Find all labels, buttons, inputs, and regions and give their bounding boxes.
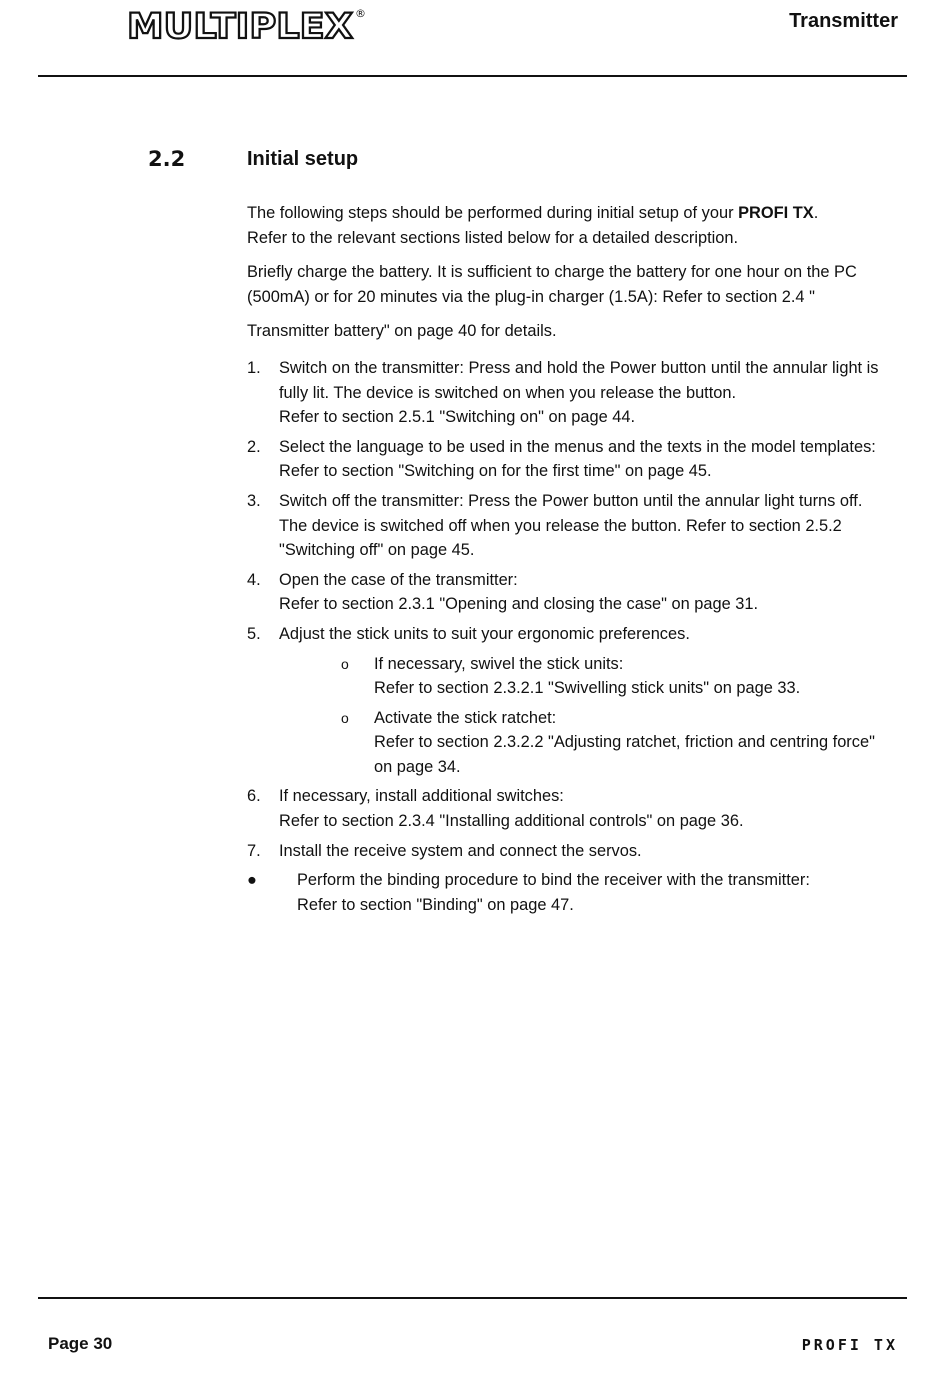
step-1: 1. Switch on the transmitter: Press and hold the Power button until the annular light is fully lit. The device is switched on when you release the button. Refer to section 2.5.1 "Switching on" on page 44. <box>247 358 879 427</box>
charge-continuation: Transmitter battery" on page 40 for details. <box>247 322 557 341</box>
step-4: 4. Open the case of the transmitter: Refer to section 2.3.1 "Opening and closing the case" on page 31. <box>247 570 759 614</box>
step-ref: Refer to section "Switching on for the first time" on page 45. <box>279 462 712 481</box>
footer-divider <box>38 1297 907 1299</box>
substep-ratchet: o Activate the stick ratchet: Refer to section 2.3.2.2 "Adjusting ratchet, friction and centring force" on page 34. <box>247 706 887 780</box>
step-ref: Refer to section 2.3.1 "Opening and closing the case" on page 31. <box>279 595 759 614</box>
multiplex-logo <box>127 4 367 49</box>
substep-swivel: o If necessary, swivel the stick units: Refer to section 2.3.2.1 "Swivelling stick units" on page 33. <box>247 652 887 701</box>
product-name: PROFI TX <box>738 204 814 222</box>
step-5-substeps <box>279 652 887 780</box>
bullet-ref: Refer to section "Binding" on page 47. <box>297 895 574 914</box>
body-content <box>247 201 887 917</box>
step-ref: Refer to section 2.5.1 "Switching on" on page 44. <box>279 408 636 427</box>
footer-brand: PROFI TX <box>801 1336 898 1354</box>
section-number: 2.2 <box>148 147 186 171</box>
step-5: 5. Adjust the stick units to suit your ergonomic preferences. o If necessary, swivel the stick units: Refer to section 2.3.2.1 "Swivelling stick units" on page 33. o Activate the stick ratchet: Refer to section 2.3.2.2 "Adjusting ratchet, friction and centring force" on page 34. <box>247 622 887 780</box>
header-divider <box>38 75 907 77</box>
page-number: Page 30 <box>48 1334 113 1353</box>
binding-bullet: ● Perform the binding procedure to bind the receiver with the transmitter: Refer to section "Binding" on page 47. <box>247 868 887 917</box>
step-6: 6. If necessary, install additional switches: Refer to section 2.3.4 "Installing additional controls" on page 36. <box>247 787 744 831</box>
step-2: 2. Select the language to be used in the menus and the texts in the model templates: Refer to section "Switching on for the first time" on page 45. <box>247 437 876 481</box>
section-title: Initial setup <box>247 148 359 170</box>
logo-text: MULTIPLEX <box>127 7 354 44</box>
setup-steps-list <box>247 356 887 863</box>
charge-paragraph: Briefly charge the battery. It is sufficient to charge the battery for one hour on the PC (500mA) or for 20 minutes via the plug-in charger (1.5A): Refer to section 2.4 " <box>247 263 857 306</box>
step-3: 3. Switch off the transmitter: Press the Power button until the annular light turns off. The device is switched off when you release the button. Refer to section 2.5.2 "Switching off" on page 45. <box>247 491 863 560</box>
step-ref: Refer to section 2.3.4 "Installing additional controls" on page 36. <box>279 812 744 831</box>
substep-ref: Refer to section 2.3.2.2 "Adjusting ratchet, friction and centring force" on page 34. <box>374 733 875 776</box>
substep-ref: Refer to section 2.3.2.1 "Swivelling stick units" on page 33. <box>374 679 801 698</box>
registered-mark: ® <box>355 7 366 20</box>
intro-paragraph: The following steps should be performed during initial setup of your PROFI TX. Refer to the relevant sections listed below for a detailed description. <box>247 204 819 247</box>
circle-bullet-icon: o <box>341 709 349 726</box>
step-7: 7. Install the receive system and connect the servos. <box>247 841 642 860</box>
header-title: Transmitter <box>789 10 898 32</box>
bullet-dot-icon: ● <box>247 871 257 890</box>
circle-bullet-icon: o <box>341 655 349 672</box>
